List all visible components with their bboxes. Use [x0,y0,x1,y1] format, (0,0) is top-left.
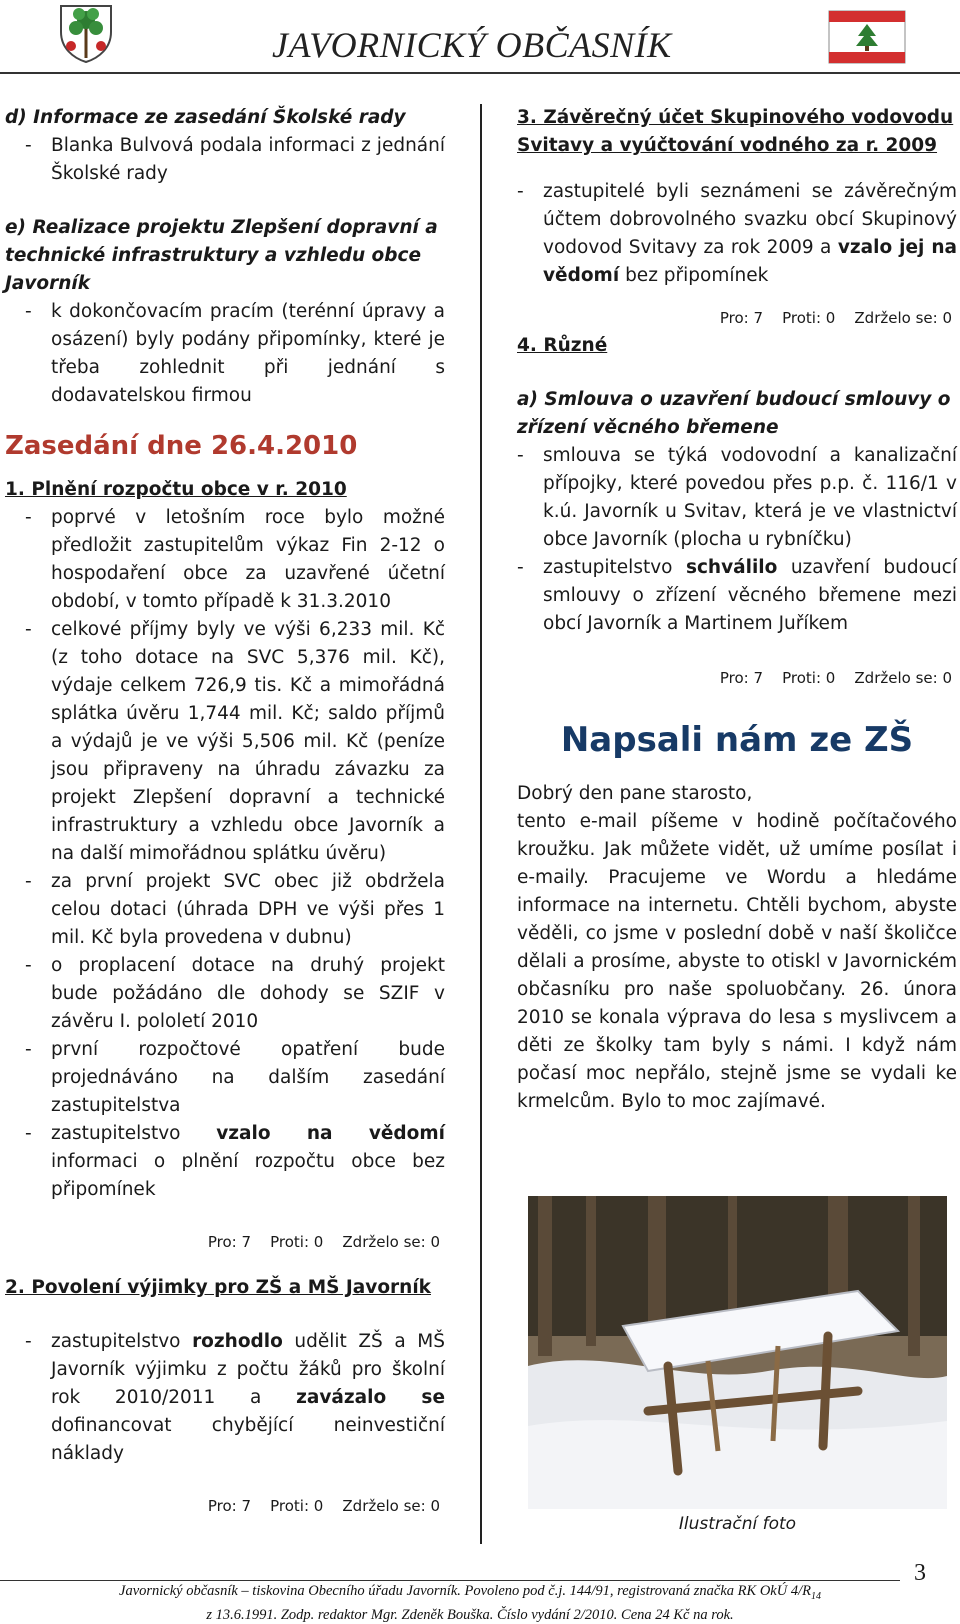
list-item: - poprvé v letošním roce bylo možné předložit zastupitelům výkaz Fin 2-12 o hospodaření obce za uzavřené účetní období, v tomto případě k 31.3.2010 [25,507,445,612]
list-item: - zastupitelé byli seznámeni se závěrečným účtem dobrovolného svazku obcí Skupinový vodovod Svitavy za rok 2009 a vzalo jej na vědomí bez připomínek [517,181,957,286]
footer [30,1582,910,1624]
masthead [0,0,960,76]
school-greeting: Dobrý den pane starosto, [517,783,753,804]
publication-title: JAVORNICKÝ OBČASNÍK [272,25,672,65]
school-section-title: Napsali nám ze ZŠ [560,720,914,760]
left-column [5,104,445,1538]
section-3-heading: 3. Závěrečný účet Skupinového vodovodu Svitavy a vyúčtování vodného za r. 2009 [517,107,954,156]
list-item: - celkové příjmy byly ve výši 6,233 mil. Kč (z toho dotace na SVC 5,376 mil. Kč), výdaje celkem 726,9 tis. Kč a mimořádná splátka úvěru 1,744 mil. Kč; saldo příjmů a výdajů je ve výši 5,506 mil. Kč (peníze jsou připraveny na úhradu závazku za projekt Zlepšení dopravní a technické infrastruktury a vzhledu obce Javorník a na další mimořádnou splátku úvěru) [25,619,445,864]
flag-icon [828,10,906,64]
header-rule [0,72,960,74]
vote-result: Pro: 7 Proti: 0 Zdrželo se: 0 [207,1233,440,1251]
vote-result: Pro: 7 Proti: 0 Zdrželo se: 0 [719,309,952,327]
section-e-heading: e) Realizace projektu Zlepšení dopravní a technické infrastruktury a vzhledu obce Javorník [5,217,438,294]
section-a-heading: a) Smlouva o uzavření budoucí smlouvy o zřízení věcného břemene [517,389,951,438]
footer-line-1: Javornický občasník – tiskovina Obecního úřadu Javorník. Povoleno pod č.j. 144/91, registrovaná značka RK OkÚ $4/R_{14}$ [119,1583,821,1602]
list-item: - k dokončovacím pracím (terénní úpravy a osázení) byly podány připomínky, které je třeba zohlednit při jednání s dodavatelskou firmou [25,301,445,406]
list-item: - za první projekt SVC obec již obdržela celou dotaci (úhrada DPH ve výši přes 1 mil. Kč byla provedena v dubnu) [25,871,445,948]
column-divider [480,104,482,1544]
section-d-heading: d) Informace ze zasedání Školské rady [5,107,406,128]
school-letter-text: tento e-mail píšeme v hodině počítačového kroužku. Jak můžete vidět, už umíme posílat i e-maily. Pracujeme ve Wordu a hledáme informace na internetu. Chtěli bychom, abyste věděli, co jsme v poslední době v naší školičce dělali a prosíme, abyste to otiskl v Javornickém občasníku pro naše spoluobčany. 26. února 2010 se konala výprava do lesa s myslivcem a děti ze školky tam byly s námi. I když nám počasí moc nepřálo, stejně jsme se vydali ke krmelcům. Bylo to moc zajímavé. [517,811,957,1112]
list-item: - zastupitelstvo schválilo uzavření budoucí smlouvy o zřízení věcného břemene mezi obcí Javorník a Martinem Juříkem [517,557,957,634]
section-4-heading: 4. Různé [517,335,608,356]
footer-rule [0,1580,900,1581]
meeting-title: Zasedání dne 26.4.2010 [5,431,358,461]
photo-caption: Ilustrační foto [678,1514,797,1534]
list-item: - Blanka Bulvová podala informaci z jednání Školské rady [25,135,445,184]
section-1-list [5,504,445,1204]
vote-result: Pro: 7 Proti: 0 Zdrželo se: 0 [207,1497,440,1515]
page-number: 3 [914,1560,926,1586]
section-1-heading: 1. Plnění rozpočtu obce v r. 2010 [5,479,347,500]
right-column [517,104,957,1116]
coat-of-arms-tree-icon [55,2,117,64]
list-item: - zastupitelstvo rozhodlo udělit ZŠ a MŠ Javorník výjimku z počtu žáků pro školní rok 2010/2011 a zavázalo se dofinancovat chybějící neinvestiční náklady [25,1331,445,1464]
section-2-heading: 2. Povolení výjimky pro ZŠ a MŠ Javorník [5,1277,431,1298]
list-item: - první rozpočtové opatření bude projednáváno na dalším zasedání zastupitelstva [25,1039,445,1116]
footer-line-2: z 13.6.1991. Zodp. redaktor Mgr. Zdeněk Bouška. Číslo vydání 2/2010. Cena 24 Kč na rok. [206,1606,734,1623]
illustration-photo [528,1196,947,1509]
list-item: - zastupitelstvo vzalo na vědomí informaci o plnění rozpočtu obce bez připomínek [25,1123,445,1200]
list-item: - smlouva se týká vodovodní a kanalizační přípojky, které povedou přes p.p. č. 116/1 v k.ú. Javorník u Svitav, která je ve vlastnictví obce Javorník (plocha u rybníčku) [517,445,957,550]
list-item: - o proplacení dotace na druhý projekt bude požádáno dle dohody se SZIF v závěru I. pololetí 2010 [25,955,445,1032]
vote-result: Pro: 7 Proti: 0 Zdrželo se: 0 [719,669,952,687]
